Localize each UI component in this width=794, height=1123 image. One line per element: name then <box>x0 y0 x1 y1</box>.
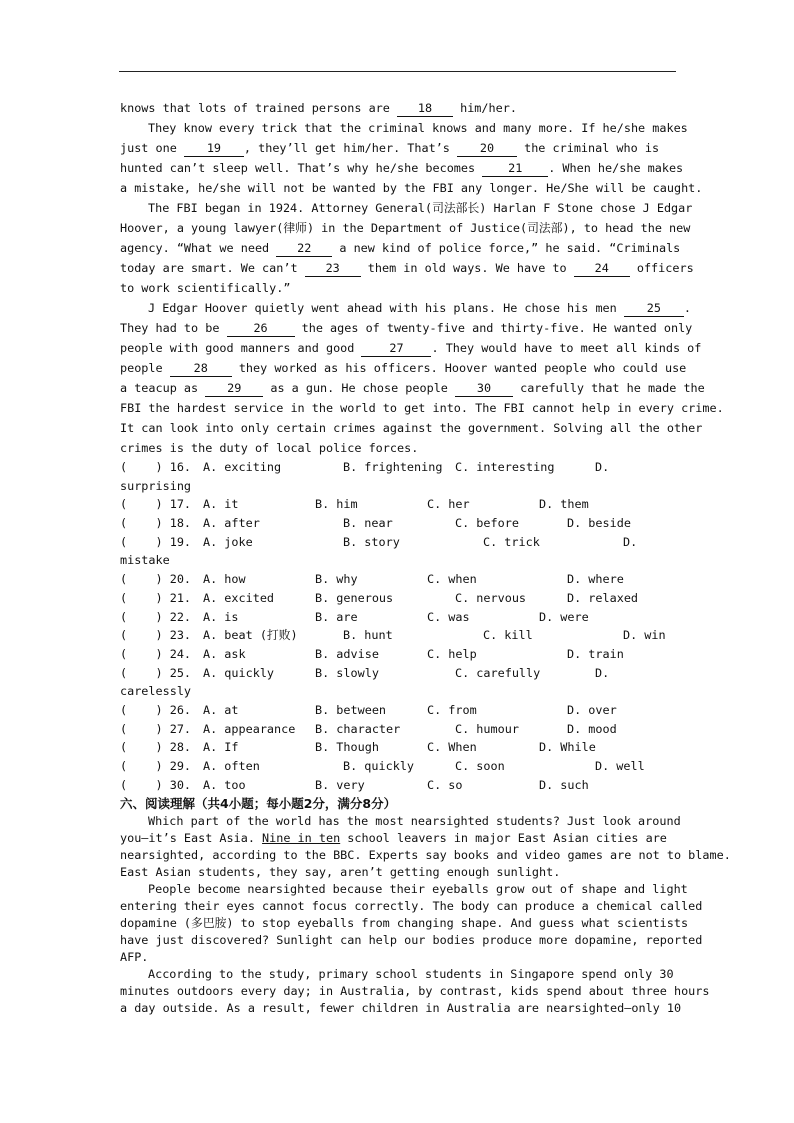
passage-text: carefully that he made the <box>513 381 705 395</box>
passage-text: . <box>683 301 691 315</box>
option-a[interactable]: A. often <box>203 759 260 773</box>
option-d[interactable]: D. <box>623 534 638 549</box>
option-d[interactable]: D. <box>595 665 610 680</box>
option-b[interactable]: B. Though <box>315 740 379 755</box>
option-d[interactable]: D. such <box>539 777 589 792</box>
cloze-line <box>120 338 702 358</box>
question-row <box>120 664 680 683</box>
option-c[interactable]: C. soon <box>455 759 505 773</box>
option-d[interactable]: D. relaxed <box>567 590 639 605</box>
option-c[interactable]: C. interesting <box>455 460 555 474</box>
question-number: ( ) 29. <box>120 759 192 773</box>
question-number: ( ) 30. <box>120 777 192 792</box>
question-row <box>120 495 680 514</box>
option-b[interactable]: B. him <box>315 497 358 512</box>
option-a[interactable]: A. at <box>203 702 239 717</box>
reading-line <box>120 864 680 881</box>
option-b[interactable]: B. slowly <box>315 665 379 680</box>
passage-text: just one <box>120 141 184 155</box>
option-c[interactable]: C. from <box>427 702 477 717</box>
cloze-line <box>120 238 680 258</box>
option-d[interactable]: D. well <box>595 759 645 773</box>
option-a[interactable]: A. joke <box>203 534 253 549</box>
passage-text: them in old ways. We have to <box>360 261 574 275</box>
question-number: ( ) 21. <box>120 590 192 605</box>
cloze-line <box>120 278 680 298</box>
cloze-line <box>120 118 688 138</box>
option-a[interactable]: A. how <box>203 572 246 587</box>
question-row <box>120 458 680 477</box>
option-b[interactable]: B. advise <box>315 646 379 661</box>
passage-text: The FBI began in 1924. Attorney General(司法部长) Harlan F Stone chose J Edgar <box>148 201 693 215</box>
option-b[interactable]: B. hunt <box>343 628 393 643</box>
option-d[interactable]: D. <box>595 460 610 474</box>
question-row <box>120 570 680 589</box>
section-heading: 六、阅读理解（共4小题；每小题2分，满分8分） <box>120 796 397 812</box>
passage-text: AFP. <box>120 950 149 965</box>
option-a[interactable]: A. too <box>203 777 246 792</box>
option-c[interactable]: C. help <box>427 646 477 661</box>
question-row <box>120 533 680 552</box>
reading-line <box>120 830 680 847</box>
question-number: ( ) 23. <box>120 628 192 643</box>
option-a[interactable]: A. ask <box>203 646 246 661</box>
question-row <box>120 514 680 533</box>
question-row <box>120 589 680 608</box>
answer-blank-23: 23 <box>305 261 361 277</box>
answer-blank-27: 27 <box>361 341 431 357</box>
answer-blank-18: 18 <box>397 101 453 117</box>
cloze-line <box>120 378 705 398</box>
question-number: ( ) 22. <box>120 609 192 624</box>
passage-text: agency. “What we need <box>120 241 277 255</box>
option-d[interactable]: D. train <box>567 646 624 661</box>
option-d[interactable]: D. beside <box>567 516 631 531</box>
cloze-line <box>120 98 680 118</box>
answer-blank-24: 24 <box>574 261 630 277</box>
passage-text: Hoover, a young lawyer(律师) in the Department of Justice(司法部), to head the new <box>120 221 691 235</box>
cloze-line <box>120 298 691 318</box>
exam-page <box>120 98 731 1017</box>
answer-blank-20: 20 <box>457 141 517 157</box>
passage-text: . They would have to meet all kinds of <box>431 341 702 355</box>
cloze-line <box>120 418 703 438</box>
passage-text: him/her. <box>453 101 517 115</box>
option-d[interactable]: D. where <box>567 572 624 587</box>
reading-line <box>120 915 689 932</box>
option-b[interactable]: B. story <box>343 534 400 549</box>
option-b[interactable]: B. character <box>315 721 401 736</box>
cloze-line <box>120 398 724 418</box>
option-d[interactable]: D. them <box>539 497 589 512</box>
passage-text: the criminal who is <box>517 141 660 155</box>
question-row <box>120 645 680 664</box>
question-number: ( ) 25. <box>120 665 192 680</box>
answer-blank-28: 28 <box>170 361 232 377</box>
option-b[interactable]: B. why <box>315 572 358 587</box>
option-d[interactable]: D. were <box>539 609 589 624</box>
passage-text: today are smart. We can’t <box>120 261 305 275</box>
question-number: ( ) 18. <box>120 516 192 531</box>
question-row <box>120 701 680 720</box>
question-row <box>120 757 680 776</box>
passage-text: they worked as his officers. Hoover wanted people who could use <box>231 361 687 375</box>
passage-text: nearsighted, according to the BBC. Experts say books and video games are not to blame. <box>120 848 731 863</box>
question-number: ( ) 28. <box>120 740 192 755</box>
passage-text: to work scientifically.” <box>120 281 291 295</box>
question-number: ( ) 17. <box>120 497 192 512</box>
passage-text: They had to be <box>120 321 227 335</box>
option-c[interactable]: C. nervous <box>455 590 527 605</box>
option-d[interactable]: D. mood <box>567 721 617 736</box>
passage-text: dopamine (多巴胺) to stop eyeballs from changing shape. And guess what scientists <box>120 916 689 931</box>
option-c[interactable]: C. When <box>427 740 477 755</box>
cloze-line <box>120 358 687 378</box>
option-b[interactable]: B. very <box>315 777 365 792</box>
option-c[interactable]: C. so <box>427 777 463 792</box>
question-number: ( ) 16. <box>120 460 192 474</box>
option-d-continued: mistake <box>120 553 170 568</box>
reading-line <box>120 932 703 949</box>
passage-text: They know every trick that the criminal knows and many more. If he/she makes <box>148 121 688 135</box>
question-row <box>120 626 680 645</box>
option-a[interactable]: A. exciting <box>203 460 282 474</box>
option-a[interactable]: A. it <box>203 497 239 512</box>
passage-text: minutes outdoors every day; in Australia, by contrast, kids spend about three hours <box>120 984 710 999</box>
cloze-line <box>120 138 680 158</box>
answer-blank-22: 22 <box>276 241 332 257</box>
cloze-line <box>120 218 691 238</box>
question-number: ( ) 24. <box>120 646 192 661</box>
answer-blank-25: 25 <box>624 301 684 317</box>
question-number: ( ) 19. <box>120 534 192 549</box>
passage-text: people <box>120 361 170 375</box>
header-rule <box>119 71 676 72</box>
passage-text: as a gun. He chose people <box>263 381 455 395</box>
passage-text: officers <box>629 261 694 275</box>
question-number: ( ) 26. <box>120 702 192 717</box>
question-number: ( ) 20. <box>120 572 192 587</box>
passage-text: you–it’s East Asia. <box>120 831 263 846</box>
question-row <box>120 608 680 627</box>
passage-text: the ages of twenty-five and thirty-five. He wanted only <box>294 321 693 335</box>
option-d[interactable]: D. win <box>623 628 666 643</box>
passage-text: FBI the hardest service in the world to get into. The FBI cannot help in every crime. <box>120 401 724 415</box>
cloze-line <box>120 158 684 178</box>
passage-text: J Edgar Hoover quietly went ahead with his plans. He chose his men <box>148 301 624 315</box>
underlined-phrase: Nine in ten <box>262 831 341 846</box>
option-c[interactable]: C. humour <box>455 721 519 736</box>
cloze-line <box>120 318 693 338</box>
option-a[interactable]: A. beat (打败) <box>203 628 298 643</box>
option-c[interactable]: C. kill <box>483 628 533 643</box>
reading-line <box>120 898 703 915</box>
passage-text: East Asian students, they say, aren’t getting enough sunlight. <box>120 865 561 880</box>
passage-text: People become nearsighted because their eyeballs grow out of shape and light <box>148 882 688 897</box>
question-number: ( ) 27. <box>120 721 192 736</box>
option-c[interactable]: C. was <box>427 609 470 624</box>
option-a[interactable]: A. after <box>203 516 260 531</box>
passage-text: a teacup as <box>120 381 206 395</box>
passage-text: knows that lots of trained persons are <box>120 101 397 115</box>
passage-text: a day outside. As a result, fewer children in Australia are nearsighted–only 10 <box>120 1001 682 1016</box>
option-c[interactable]: C. her <box>427 497 470 512</box>
passage-text: have just discovered? Sunlight can help our bodies produce more dopamine, reported <box>120 933 703 948</box>
question-row <box>120 720 680 739</box>
reading-line <box>120 983 710 1000</box>
passage-text: It can look into only certain crimes against the government. Solving all the other <box>120 421 703 435</box>
passage-text: hunted can’t sleep well. That’s why he/she becomes <box>120 161 483 175</box>
reading-line <box>120 966 680 983</box>
question-row <box>120 776 680 795</box>
reading-passage <box>120 813 731 1017</box>
passage-text: a mistake, he/she will not be wanted by the FBI any longer. He/She will be caught. <box>120 181 703 195</box>
option-b[interactable]: B. quickly <box>343 759 415 773</box>
option-b[interactable]: B. generous <box>315 590 394 605</box>
answer-blank-19: 19 <box>184 141 244 157</box>
option-a[interactable]: A. If <box>203 740 239 755</box>
reading-line <box>120 1000 680 1017</box>
cloze-line <box>120 198 693 218</box>
option-c[interactable]: C. when <box>427 572 477 587</box>
option-c[interactable]: C. trick <box>483 534 540 549</box>
option-b[interactable]: B. near <box>343 516 393 531</box>
option-a[interactable]: A. appearance <box>203 721 296 736</box>
question-list <box>120 458 680 794</box>
cloze-line <box>120 178 703 198</box>
option-d[interactable]: D. While <box>539 740 596 755</box>
passage-text: a new kind of police force,” he said. “Criminals <box>332 241 681 255</box>
option-d-continued: carelessly <box>120 684 192 699</box>
answer-blank-21: 21 <box>482 161 548 177</box>
passage-text: school leavers in major East Asian cities are <box>340 831 667 846</box>
passage-text: people with good manners and good <box>120 341 362 355</box>
passage-text: According to the study, primary school students in Singapore spend only 30 <box>148 967 674 982</box>
question-row <box>120 738 680 757</box>
reading-line <box>120 813 680 830</box>
passage-text: . When he/she makes <box>548 161 684 175</box>
answer-blank-29: 29 <box>205 381 263 397</box>
option-c[interactable]: C. before <box>455 516 519 531</box>
option-d[interactable]: D. over <box>567 702 617 717</box>
passage-text: entering their eyes cannot focus correctly. The body can produce a chemical called <box>120 899 703 914</box>
option-d-continued: surprising <box>120 478 192 493</box>
option-c[interactable]: C. carefully <box>455 665 541 680</box>
passage-text: Which part of the world has the most nearsighted students? Just look around <box>148 814 681 829</box>
passage-text: , they’ll get him/her. That’s <box>243 141 457 155</box>
cloze-passage <box>120 98 724 458</box>
option-b[interactable]: B. are <box>315 609 358 624</box>
cloze-line <box>120 258 694 278</box>
option-a[interactable]: A. is <box>203 609 239 624</box>
option-a[interactable]: A. quickly <box>203 665 275 680</box>
cloze-line <box>120 438 680 458</box>
option-b[interactable]: B. between <box>315 702 387 717</box>
passage-text: crimes is the duty of local police forces. <box>120 441 419 455</box>
reading-line <box>120 847 731 864</box>
answer-blank-30: 30 <box>455 381 513 397</box>
option-a[interactable]: A. excited <box>203 590 275 605</box>
reading-line <box>120 949 680 966</box>
option-b[interactable]: B. frightening <box>343 460 443 474</box>
answer-blank-26: 26 <box>227 321 295 337</box>
reading-line <box>120 881 688 898</box>
